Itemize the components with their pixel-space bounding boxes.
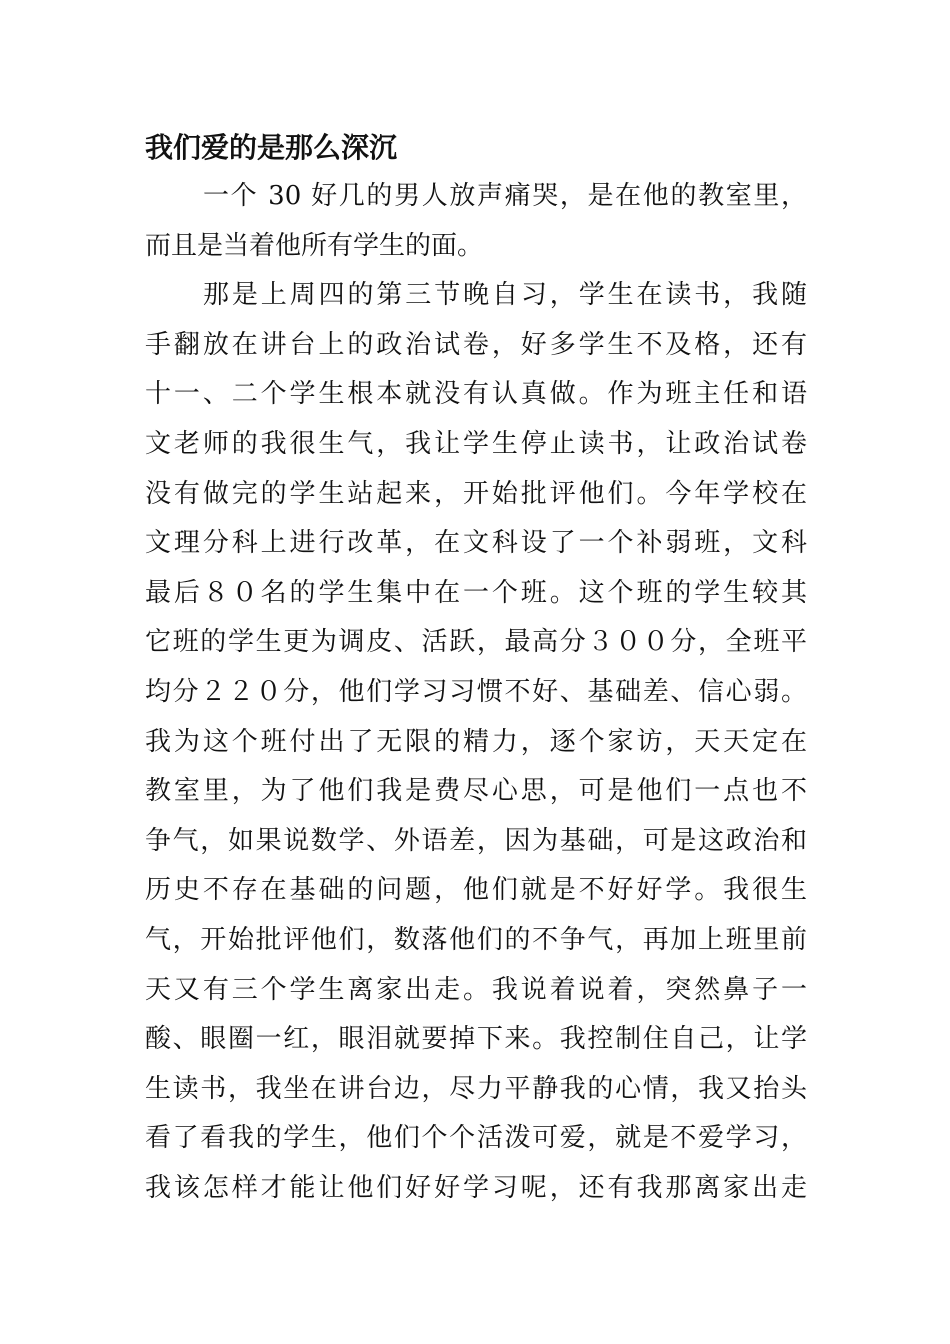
text-line: 十一、二个学生根本就没有认真做。作为班主任和语 [145, 379, 807, 410]
text-line: 我该怎样才能让他们好好学习呢，还有我那离家出走 [145, 1172, 807, 1203]
text-line: 文理分科上进行改革，在文科设了一个补弱班，文科 [145, 528, 807, 559]
text-line: 气，开始批评他们，数落他们的不争气，再加上班里前 [145, 924, 807, 955]
text-line: 最后８０名的学生集中在一个班。这个班的学生较其 [145, 577, 807, 608]
text-line: 生读书，我坐在讲台边，尽力平静我的心情，我又抬头 [145, 1073, 807, 1104]
text-line: 文老师的我很生气，我让学生停止读书，让政治试卷 [145, 428, 807, 459]
text-line: 争气，如果说数学、外语差，因为基础，可是这政治和 [145, 825, 807, 856]
text-line: 我为这个班付出了无限的精力，逐个家访，天天定在 [145, 726, 807, 757]
text-line: 手翻放在讲台上的政治试卷，好多学生不及格，还有 [145, 329, 807, 360]
text-line: 它班的学生更为调皮、活跃，最高分３００分，全班平 [145, 627, 807, 658]
document-title: 我们爱的是那么深沉 [145, 131, 398, 164]
text-line: 没有做完的学生站起来，开始批评他们。今年学校在 [145, 478, 807, 509]
text-line: 酸、眼圈一红，眼泪就要掉下来。我控制住自己，让学 [145, 1024, 807, 1055]
text-line: 而且是当着他所有学生的面。 [145, 230, 484, 261]
document-body [145, 172, 807, 1213]
text-line: 均分２２０分，他们学习习惯不好、基础差、信心弱。 [145, 676, 807, 707]
text-line: 一个 30 好几的男人放声痛哭，是在他的教室里， [203, 181, 807, 211]
text-line: 教室里，为了他们我是费尽心思，可是他们一点也不 [145, 776, 807, 807]
text-line: 看了看我的学生，他们个个活泼可爱，就是不爱学习， [145, 1123, 807, 1154]
text-line: 天又有三个学生离家出走。我说着说着，突然鼻子一 [145, 974, 807, 1005]
text-line: 历史不存在基础的问题，他们就是不好好学。我很生 [145, 875, 807, 906]
text-line: 那是上周四的第三节晚自习，学生在读书，我随 [203, 280, 807, 311]
